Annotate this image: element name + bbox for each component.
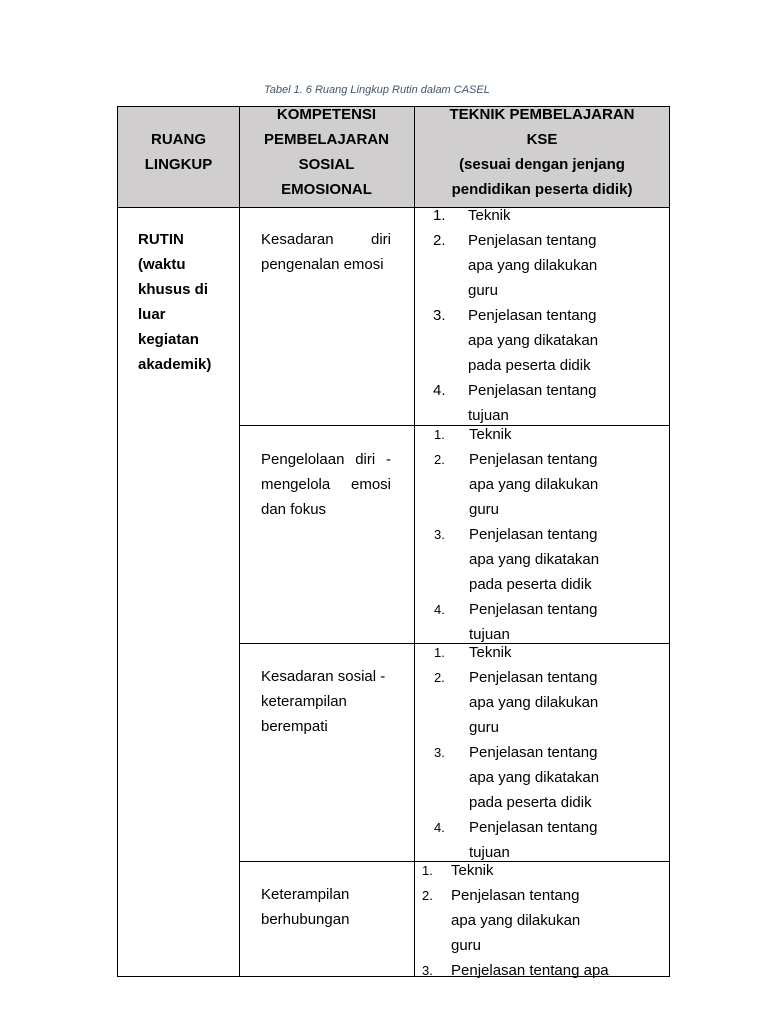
list-item xyxy=(469,740,599,815)
header-line: KOMPETENSI xyxy=(276,106,377,123)
header-line: TEKNIK PEMBELAJARAN xyxy=(449,106,635,123)
competency-cell xyxy=(261,447,391,522)
row-divider-1 xyxy=(239,425,669,426)
list-number: 1. xyxy=(422,863,433,878)
list-item xyxy=(451,883,580,958)
header-line: RUANG xyxy=(151,131,206,148)
list-number: 2. xyxy=(434,670,445,685)
header-competency xyxy=(239,102,414,202)
list-item-line: tujuan xyxy=(469,844,510,861)
list-item-line: apa yang dilakukan xyxy=(468,257,598,274)
list-item-line: Penjelasan tentang xyxy=(469,744,598,761)
list-item-line: apa yang dikatakan xyxy=(469,769,600,786)
header-line: (sesuai dengan jenjang xyxy=(459,156,625,173)
competency-line: berempati xyxy=(261,718,328,735)
list-number: 4. xyxy=(434,602,445,617)
list-item-line: apa yang dilakukan xyxy=(451,912,581,929)
competency-word: mengelola xyxy=(261,476,331,493)
list-item xyxy=(469,665,598,740)
list-number: 2. xyxy=(422,888,433,903)
list-item: Teknik xyxy=(451,862,494,879)
competency-word: Pengelolaan xyxy=(261,451,345,468)
competency-line: Keterampilan xyxy=(261,886,350,903)
list-item: Teknik xyxy=(469,644,512,661)
competency-word: Kesadaran xyxy=(261,231,334,248)
list-item-line: apa yang dikatakan xyxy=(469,551,600,568)
competency-word: - xyxy=(386,451,391,468)
list-item-line: guru xyxy=(468,282,499,299)
competency-line: dan fokus xyxy=(261,501,327,518)
list-item-line: Penjelasan tentang xyxy=(468,382,597,399)
scope-line: akademik) xyxy=(138,356,212,373)
header-scope xyxy=(118,127,239,177)
competency-line: keterampilan xyxy=(261,693,347,710)
list-number: 3. xyxy=(422,963,433,978)
header-line: pendidikan peserta didik) xyxy=(451,181,633,198)
list-number: 3. xyxy=(434,527,445,542)
col-divider-1 xyxy=(239,107,240,976)
list-item: Penjelasan tentang apa xyxy=(451,962,609,979)
scope-line: luar xyxy=(138,306,166,323)
header-line: PEMBELAJARAN xyxy=(263,131,389,148)
list-item-line: tujuan xyxy=(469,626,510,643)
list-item-line: guru xyxy=(451,937,482,954)
list-item xyxy=(468,303,598,378)
list-item: Teknik xyxy=(468,207,511,224)
list-item: Teknik xyxy=(469,426,512,443)
scope-line: RUTIN xyxy=(138,231,184,248)
list-item-line: apa yang dikatakan xyxy=(468,332,599,349)
competency-line: pengenalan emosi xyxy=(261,256,384,273)
header-line: KSE xyxy=(526,131,558,148)
list-number: 3. xyxy=(434,745,445,760)
competency-line xyxy=(261,472,391,497)
list-number: 1. xyxy=(434,427,445,442)
list-item-line: Penjelasan tentang xyxy=(469,819,598,836)
scope-cell xyxy=(138,227,234,377)
list-number: 2. xyxy=(433,232,446,249)
competency-line xyxy=(261,447,391,472)
list-number: 4. xyxy=(434,820,445,835)
list-item-line: tujuan xyxy=(468,407,509,424)
list-item xyxy=(468,378,596,428)
list-item-line: Penjelasan tentang xyxy=(469,526,598,543)
competency-word: emosi xyxy=(350,476,391,493)
casel-table xyxy=(117,106,670,977)
competency-line xyxy=(261,227,391,252)
list-number: 1. xyxy=(433,207,446,224)
list-item-line: Penjelasan tentang xyxy=(468,232,597,249)
competency-cell xyxy=(261,227,391,277)
list-item-line: pada peserta didik xyxy=(469,794,592,811)
competency-cell xyxy=(261,882,401,932)
list-item-line: apa yang dilakukan xyxy=(469,476,599,493)
competency-cell xyxy=(261,664,401,739)
list-item-line: guru xyxy=(469,719,500,736)
header-line: LINGKUP xyxy=(144,156,213,173)
row-divider-2 xyxy=(239,643,669,644)
list-number: 3. xyxy=(433,307,446,324)
list-number: 4. xyxy=(433,382,446,399)
scope-line: kegiatan xyxy=(138,331,199,348)
list-item-line: Penjelasan tentang xyxy=(451,887,580,904)
col-divider-2 xyxy=(414,107,415,976)
header-line: EMOSIONAL xyxy=(281,181,372,198)
header-line: SOSIAL xyxy=(298,156,355,173)
list-item-line: Penjelasan tentang xyxy=(469,451,598,468)
competency-line: berhubungan xyxy=(261,911,350,928)
list-item-line: Penjelasan tentang xyxy=(469,669,598,686)
list-item-line: pada peserta didik xyxy=(468,357,591,374)
list-item xyxy=(468,228,597,303)
list-number: 2. xyxy=(434,452,445,467)
header-technique xyxy=(415,102,669,202)
header-bottom-line xyxy=(118,207,669,208)
competency-line: Kesadaran sosial - xyxy=(261,668,386,685)
competency-word: diri xyxy=(370,231,391,248)
list-item xyxy=(469,522,599,597)
table-caption: Tabel 1. 6 Ruang Lingkup Rutin dalam CASEL xyxy=(264,84,490,96)
list-item-line: Penjelasan tentang xyxy=(468,307,597,324)
list-number: 1. xyxy=(434,645,445,660)
list-item xyxy=(469,447,598,522)
scope-line: (waktu xyxy=(138,256,186,273)
list-item-line: apa yang dilakukan xyxy=(469,694,599,711)
list-item-line: guru xyxy=(469,501,500,518)
competency-word: diri xyxy=(355,451,376,468)
list-item-line: Penjelasan tentang xyxy=(469,601,598,618)
list-item-line: pada peserta didik xyxy=(469,576,592,593)
scope-line: khusus di xyxy=(138,281,209,298)
